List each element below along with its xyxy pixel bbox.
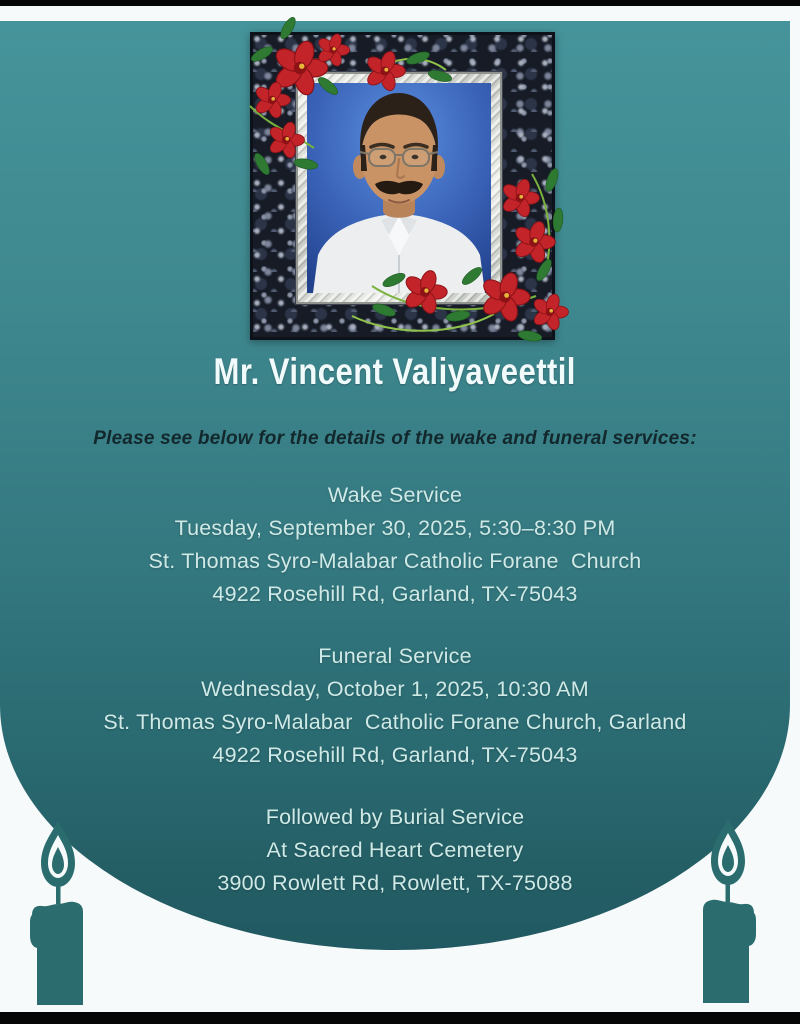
intro-line: Please see below for the details of the wake and funeral services: (93, 428, 697, 449)
section-heading: Followed by Burial Service (265, 805, 525, 829)
service-line: 4922 Rosehill Rd, Garland, TX-75043 (212, 743, 578, 767)
service-line: Wednesday, October 1, 2025, 10:30 AM (201, 677, 589, 701)
service-line: At Sacred Heart Cemetery (266, 838, 524, 862)
service-line: Tuesday, September 30, 2025, 5:30–8:30 PM (174, 516, 616, 540)
service-line: St. Thomas Syro-Malabar Catholic Forane Church (148, 549, 642, 573)
service-details (0, 479, 790, 929)
bottom-letterbox-bar (0, 1012, 800, 1024)
section-heading: Funeral Service (318, 644, 472, 668)
candle-icon (22, 818, 94, 1008)
wake-service-section (0, 479, 790, 611)
candle-icon (692, 816, 764, 1006)
burial-service-section (0, 801, 790, 900)
memorial-card (0, 21, 790, 950)
top-letterbox-bar (0, 0, 800, 6)
hibiscus-flowers-decoration (232, 14, 573, 358)
deceased-name-title: Mr. Vincent Valiyaveettil (213, 351, 577, 392)
service-line: 4922 Rosehill Rd, Garland, TX-75043 (212, 582, 578, 606)
framed-portrait (250, 32, 555, 340)
service-line: St. Thomas Syro-Malabar Catholic Forane Church, Garland (103, 710, 687, 734)
funeral-service-section (0, 640, 790, 772)
service-line: 3900 Rowlett Rd, Rowlett, TX-75088 (217, 871, 573, 895)
section-heading: Wake Service (327, 483, 463, 507)
